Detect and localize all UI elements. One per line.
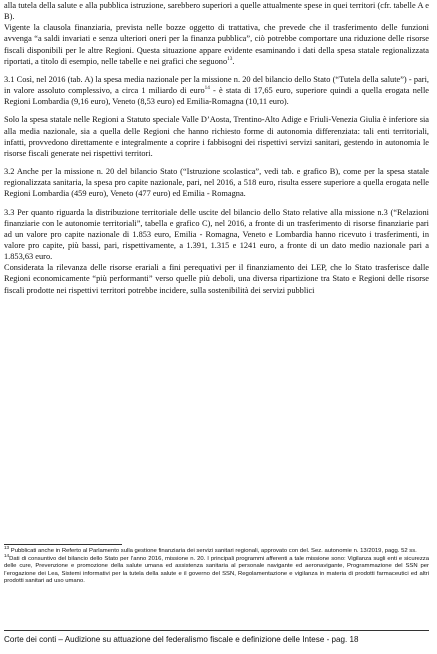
paragraph-text: 3.2 Anche per la missione n. 20 del bilancio Stato (“Istruzione scolastica”, vedi tab. e grafico B), come per la spesa statale regionalizzata sanitaria, la spesa pro capite nazionale, pari, nel 2016, a 518 euro, risulta essere superiore a quella erogata nelle Regioni Lombardia (459 euro), Veneto (477 euro) ed Emilia - Romagna. bbox=[4, 167, 429, 199]
paragraph-text: - è stata di 17,65 euro, superiore quindi a quella erogata nelle Regioni Lombardia (9,16 euro), Veneto (8,53 euro) ed Emilia-Romagna (10,11 euro). bbox=[4, 86, 430, 107]
footnote-ref-14: 14 bbox=[204, 85, 210, 92]
footer-separator bbox=[4, 630, 429, 631]
paragraph-text: Solo la spesa statale nelle Regioni a Statuto speciale Valle D’Aosta, Trentino-Alto Adige e Friuli-Venezia Giulia è inferiore sia alla media nazionale, sia a quella delle Regioni che hanno richiesto forme di autonomia differenziata: tali enti territoriali, infatti, provvedono direttamente e integralmente a coprire i fabbisogni dei rispettivi servizi sanitari, gestendo in autonomia le risorse fiscali generate nei rispettivi territori. bbox=[4, 115, 429, 158]
paragraph-3-2 bbox=[4, 166, 429, 199]
footnote-text: Pubblicati anche in Referto al Parlamento sulla gestione finanziaria dei servizi sanitari regionali, approvato con del. Sez. autonomie n. 13/2019, pagg. 52 ss. bbox=[9, 548, 417, 554]
paragraph-text: alla tutela della salute e alla pubblica istruzione, sarebbero superiori a quelle attualmente spese in quei territori (cfr. tabelle A e B). bbox=[4, 1, 429, 22]
period: . bbox=[232, 56, 235, 66]
paragraph bbox=[4, 262, 429, 295]
paragraph-text: 3.3 Per quanto riguarda la distribuzione territoriale delle uscite del bilancio dello Stato relative alla missione n.3 (“Relazioni finanziarie con le autonomie territoriali”, tabella e grafico C), nel 2016, a fronte di un trasferimento di risorse finanziarie pari ad un valore pro capite nazionale di 1.853 euro, Emilia - Romagna, Veneto e Lombardia hanno ricevuto i trasferimenti, in valore pro capite, più bassi, pari, rispettivamente, a 1.391, 1.315 e 1241 euro, a fronte di un dato medio nazionale pari a 1.853,63 euro. bbox=[4, 207, 429, 262]
paragraph-text: Vigente la clausola finanziaria, prevista nelle bozze oggetto di trattativa, che prevede che il trasferimento delle funzioni avvenga “a saldi invariati e senza ulteriori oneri per la finanza pubblica”, ciò potrebbe comportare una riduzione delle risorse fiscali disponibili per le altre Regioni. Questa situazione appare evidente esaminando i dati della spesa statale regionalizzata riportati, a titolo di esempio, nelle tabelle e nei grafici che seguono bbox=[4, 23, 429, 66]
paragraph-text: 3.1 Così, nel 2016 (tab. A) la spesa media nazionale per la missione n. 20 del bilancio dello Stato (“Tutela della salute”) - pari, in valore assoluto complessivo, a circa 1 miliardo di euro bbox=[4, 74, 429, 96]
document-page bbox=[4, 0, 433, 654]
footnote-text: Dati di consuntivo del bilancio dello Stato per l’anno 2016, missione n. 20. I principali programmi afferenti a tale missione sono: Vigilanza sugli enti e sicurezza delle cure, Prevenzione e promozione della salute umana ed assistenza sanitaria al personale navigante ed aeronavigante, Programmazione del SSN per l’erogazione dei Lea, Sistemi informativi per la tutela della salute e il governo del SSN, Regolamentazione e vigilanza in materia di prodotti farmaceutici ed altri prodotti sanitari ad uso umano. bbox=[4, 555, 429, 584]
footer-text: Corte dei conti – Audizione su attuazione del federalismo fiscale e definizione delle Intese - pag. 18 bbox=[4, 635, 359, 644]
footnotes bbox=[4, 544, 429, 586]
paragraph bbox=[4, 114, 429, 159]
paragraph-text: Considerata la rilevanza delle risorse erariali a fini perequativi per il finanziamento dei LEP, che lo Stato trasferisce dalle Regioni economicamente “più performanti” verso quelle più deboli, una diversa ripartizione tra Stato e Regioni delle risorse fiscali prodotte nei rispettivi territori potrebbe incidere, sulla sostenibilità dei servizi pubblici bbox=[4, 263, 429, 295]
footnote-13 bbox=[4, 545, 429, 556]
paragraph bbox=[4, 0, 429, 22]
paragraph-3-3 bbox=[4, 207, 429, 263]
footnote-mark: 14 bbox=[4, 552, 10, 558]
paragraph bbox=[4, 22, 429, 67]
paragraph-3-1 bbox=[4, 74, 429, 107]
body-text bbox=[4, 0, 429, 296]
page-footer bbox=[4, 630, 429, 645]
footnote-14 bbox=[4, 552, 429, 586]
footnote-mark: 13 bbox=[4, 545, 10, 551]
footnote-ref-13: 13 bbox=[227, 56, 233, 62]
footnote-separator bbox=[4, 544, 122, 545]
